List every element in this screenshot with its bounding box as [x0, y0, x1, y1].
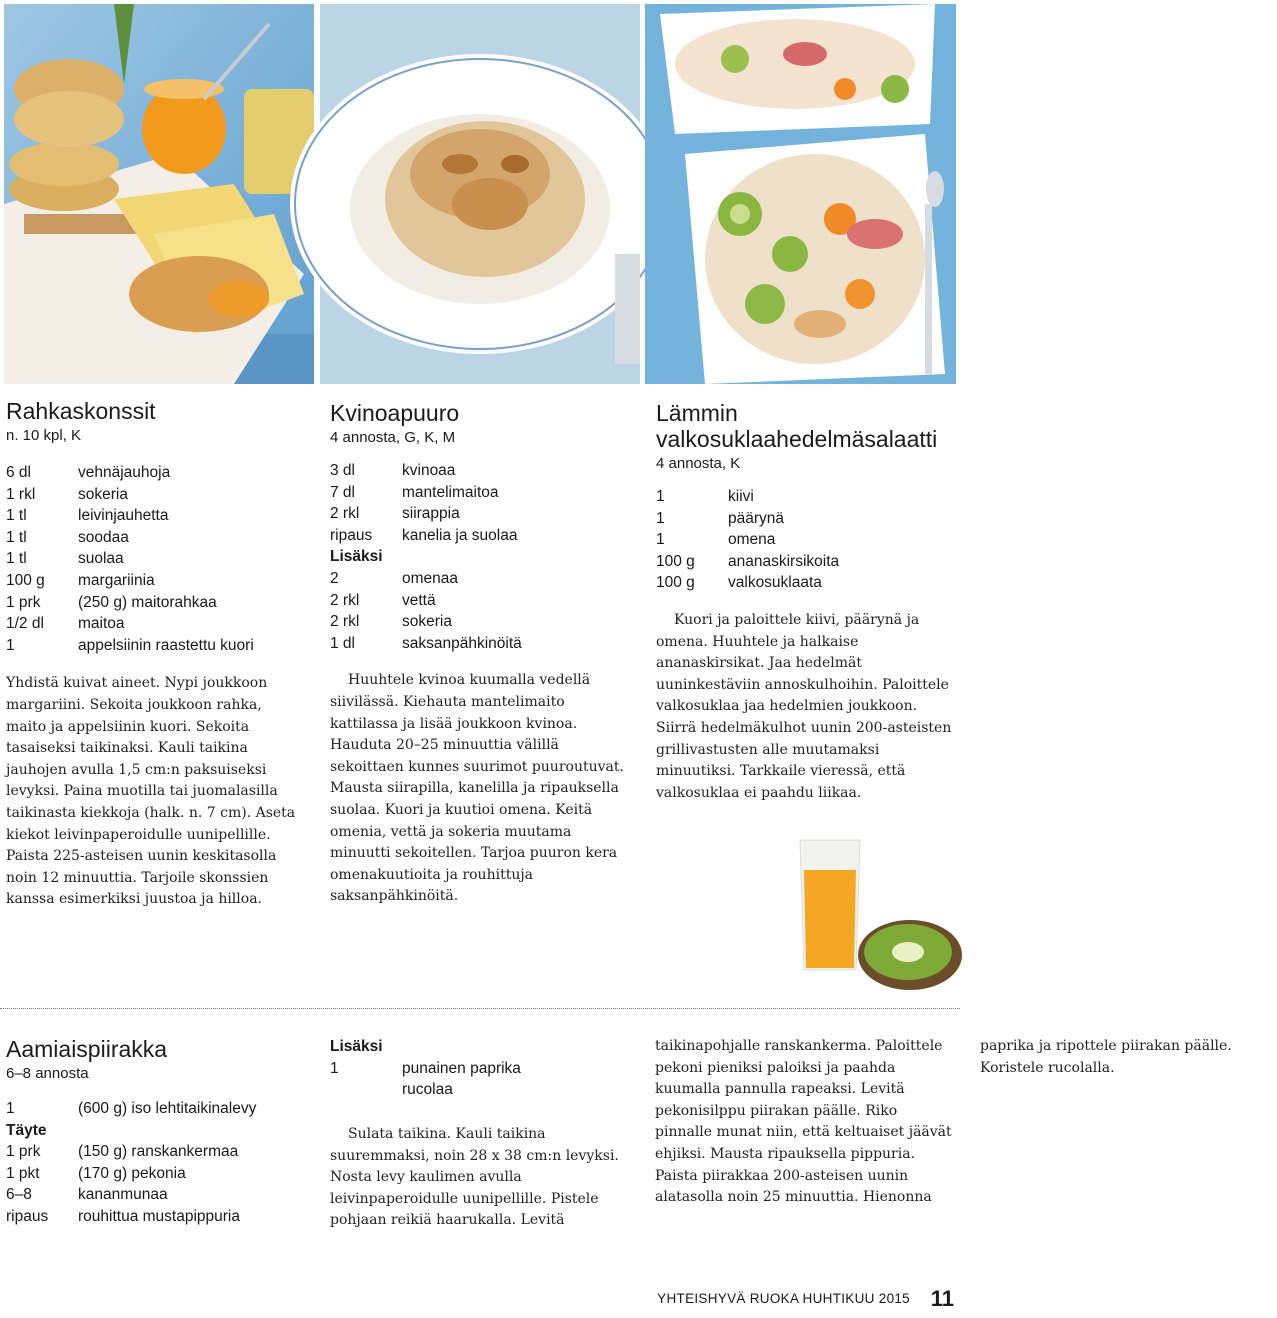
recipe-method: Kuori ja paloittele kiivi, päärynä ja omena. Huuhtele ja halkaise ananaskirsikat. Jaa hedelmät uuninkestäviin annoskulhoihin. Paloittele valkosuklaa jaa hedelmien joukkoon. Siirrä hedelmäkulhot uunin 200-asteisten grillivastusten alle muutamaksi minuutiksi. Tarkkaile vieressä, että valkosuklaa ei paahdu liikaa.: [656, 611, 952, 801]
ingredient-name: omena: [728, 531, 776, 549]
ingredient-name: (150 g) ranskankermaa: [78, 1143, 239, 1161]
ingredient-row: [330, 633, 522, 655]
ingredient-quantity: 2 rkl: [330, 613, 360, 631]
filling-list: [6, 1141, 240, 1227]
magazine-footer: YHTEISHYVÄ RUOKA HUHTIKUU 2015: [657, 1291, 910, 1306]
ingredient-quantity: 1: [6, 1100, 15, 1117]
ingredient-row: [6, 505, 254, 527]
ingredient-name: maitoa: [78, 615, 125, 633]
ingredient-quantity: 1: [330, 1059, 339, 1077]
ingredient-row: [6, 570, 254, 592]
recipe-servings: 6–8 annosta: [6, 1065, 89, 1082]
recipe-title: Aamiaispiirakka: [6, 1036, 168, 1062]
ingredient-row: [330, 460, 517, 482]
ingredient-quantity: 6–8: [6, 1186, 32, 1204]
ingredient-name: kananmunaa: [78, 1186, 168, 1204]
recipe-title: Rahkaskonssit: [6, 398, 156, 424]
ingredient-quantity: 1 rkl: [6, 485, 36, 503]
recipe-servings: 4 annosta, K: [656, 455, 741, 472]
ingredient-row: [330, 525, 517, 547]
ingredient-quantity: 1: [656, 531, 665, 549]
ingredient-row: [330, 568, 522, 590]
recipe-method: Yhdistä kuivat aineet. Nypi joukkoon margariini. Sekoita joukkoon rahka, maito ja appelsiinin kuori. Sekoita tasaiseksi taikinaksi. Kauli taikina jauhojen avulla 1,5 cm:n paksuiseksi levyksi. Paina muotilla tai juomalasilla taikinasta kiekkoja (halk. n. 7 cm). Aseta kiekot leivinpaperoidulle uunipellille. Paista 225-asteisen uunin keskitasolla noin 12 minuuttia. Tarjoile skonssien kanssa esimerkiksi juustoa ja hilloa.: [6, 675, 296, 908]
ingredient-list: [6, 462, 254, 656]
extras-heading: Lisäksi: [330, 548, 383, 566]
ingredient-row: [6, 635, 254, 657]
ingredient-name: rouhittua mustapippuria: [78, 1207, 240, 1225]
ingredient-name: suolaa: [78, 550, 124, 568]
fruit-salad-photo: [645, 4, 956, 384]
ingredient-name: kanelia ja suolaa: [402, 526, 518, 544]
ingredient-name: (600 g) iso lehtitaikinalevy: [78, 1100, 257, 1117]
ingredient-name: ananaskirsikoita: [728, 552, 840, 570]
extras-heading: Lisäksi: [330, 1038, 383, 1055]
ingredient-quantity: 1 dl: [330, 634, 355, 652]
ingredient-name: (170 g) pekonia: [78, 1164, 186, 1182]
ingredient-quantity: 1 tl: [6, 507, 27, 525]
ingredient-quantity: 2: [330, 569, 339, 587]
ingredient-quantity: 100 g: [656, 552, 695, 570]
ingredient-quantity: 1: [6, 636, 15, 654]
ingredient-row: [6, 1184, 240, 1206]
page-number: 11: [930, 1286, 954, 1311]
section-divider: [0, 1008, 960, 1009]
ingredient-list: [6, 1098, 256, 1120]
recipe-fruit-salad: [656, 400, 952, 804]
ingredient-row: [6, 548, 254, 570]
ingredient-name: appelsiinin raastettu kuori: [78, 636, 254, 654]
ingredient-row: [656, 529, 839, 551]
ingredient-quantity: 2 rkl: [330, 505, 360, 523]
ingredient-row: [6, 462, 254, 484]
ingredient-quantity: 1 prk: [6, 593, 41, 611]
ingredient-quantity: 100 g: [656, 574, 695, 592]
ingredient-quantity: 1 prk: [6, 1143, 41, 1161]
ingredient-quantity: ripaus: [330, 526, 373, 544]
ingredient-row: [330, 482, 517, 504]
ingredient-quantity: 1: [656, 488, 665, 505]
ingredient-name: vettä: [402, 591, 436, 609]
ingredient-name: päärynä: [728, 509, 785, 527]
recipe-method: Huuhtele kvinoa kuumalla vedellä siivilässä. Kiehauta mantelimaito kattilassa ja lisää joukkoon kvinoa. Hauduta 20–25 minuuttia välillä sekoittaen kunnes suurimot puuroutuvat. Mausta siirapilla, kanelilla ja ripauksella suolaa. Kuori ja kuutioi omena. Keitä omenia, vettä ja sokeria muutama minuutti sekoitellen. Tarjoa puuron kera omenakuutioita ja rouhittuja saksanpähkinöitä.: [330, 672, 624, 905]
ingredient-quantity: ripaus: [6, 1207, 49, 1225]
ingredient-row: [6, 1163, 240, 1185]
ingredient-row: [656, 508, 839, 530]
recipe-title: Lämmin valkosuklaahedelmäsalaatti: [656, 400, 938, 452]
ingredient-name: soodaa: [78, 528, 129, 546]
ingredient-row: [6, 1141, 240, 1163]
ingredient-name: vehnäjauhoja: [78, 464, 171, 481]
ingredient-row: [6, 1206, 240, 1228]
ingredient-name: mantelimaitoa: [402, 483, 499, 501]
ingredient-quantity: 1/2 dl: [6, 615, 44, 633]
juice-kiwi-photo: [790, 830, 960, 1000]
ingredient-quantity: 6 dl: [6, 464, 31, 481]
filling-heading: Täyte: [6, 1121, 47, 1139]
ingredient-name: leivinjauhetta: [78, 507, 169, 525]
ingredient-row: [6, 484, 254, 506]
porridge-photo: [320, 4, 640, 384]
ingredient-quantity: 1 tl: [6, 550, 27, 568]
ingredient-name: kvinoaa: [402, 462, 456, 479]
ingredient-name: margariinia: [78, 571, 155, 589]
ingredient-row: [330, 590, 522, 612]
recipe-pie: [6, 1036, 306, 1228]
ingredient-name: (250 g) maitorahkaa: [78, 593, 217, 611]
ingredient-quantity: 1 tl: [6, 528, 27, 546]
recipe-title: Kvinoapuuro: [330, 400, 460, 426]
ingredient-name: sokeria: [402, 613, 452, 631]
ingredient-name: saksanpähkinöitä: [402, 634, 522, 652]
recipe-scones: [6, 398, 306, 911]
recipe-porridge: [330, 400, 630, 908]
ingredient-row: [6, 1098, 256, 1120]
ingredient-row: [656, 572, 839, 594]
recipe-method-continued: [330, 1036, 1232, 1256]
ingredient-quantity: 1: [656, 509, 665, 527]
ingredient-name: siirappia: [402, 505, 460, 523]
ingredient-quantity: 2 rkl: [330, 591, 360, 609]
ingredient-list: [330, 460, 517, 546]
ingredient-name: kiivi: [728, 488, 754, 505]
ingredient-list: [656, 486, 839, 594]
ingredient-quantity: 100 g: [6, 571, 45, 589]
ingredient-row: [656, 486, 839, 508]
ingredient-row: [656, 551, 839, 573]
ingredient-name: valkosuklaata: [728, 574, 822, 592]
ingredient-row: [6, 613, 254, 635]
scones-photo: [4, 4, 314, 384]
ingredient-quantity: 1 pkt: [6, 1164, 40, 1182]
ingredient-row: [6, 527, 254, 549]
ingredient-row: [6, 592, 254, 614]
ingredient-quantity: 3 dl: [330, 462, 355, 479]
ingredient-name: omenaa: [402, 569, 459, 587]
ingredient-row: [330, 503, 517, 525]
recipe-method: Sulata taikina. Kauli taikina suuremmaksi, noin 28 x 38 cm:n levyksi. Nosta levy kaulimen avulla leivinpaperoidulle uunipellille. Pistele pohjaan reikiä haarukalla. Levitä taikinapohjalle ranskankerma. Paloittele pekoni pieniksi paloiksi ja paahda kuumalla pannulla rapeaksi. Levitä pekonisilppu piirakan päälle. Riko pinnalle munat niin, että keltuaiset jäävät ehjiksi. Mausta ripauksella pippuria. Paista piirakkaa 200-asteisen uunin alatasolla noin 25 minuuttia. Hienonna paprika ja ripottele piirakan päälle. Koristele rucolalla.: [330, 1038, 1232, 1229]
ingredient-name: sokeria: [78, 485, 128, 503]
extras-list: [330, 568, 522, 654]
ingredient-name: rucolaa: [402, 1081, 453, 1099]
ingredient-quantity: 7 dl: [330, 483, 355, 501]
recipe-servings: 4 annosta, G, K, M: [330, 429, 456, 446]
ingredient-row: [330, 611, 522, 633]
recipe-servings: n. 10 kpl, K: [6, 427, 82, 444]
ingredient-name: punainen paprika: [402, 1059, 521, 1077]
